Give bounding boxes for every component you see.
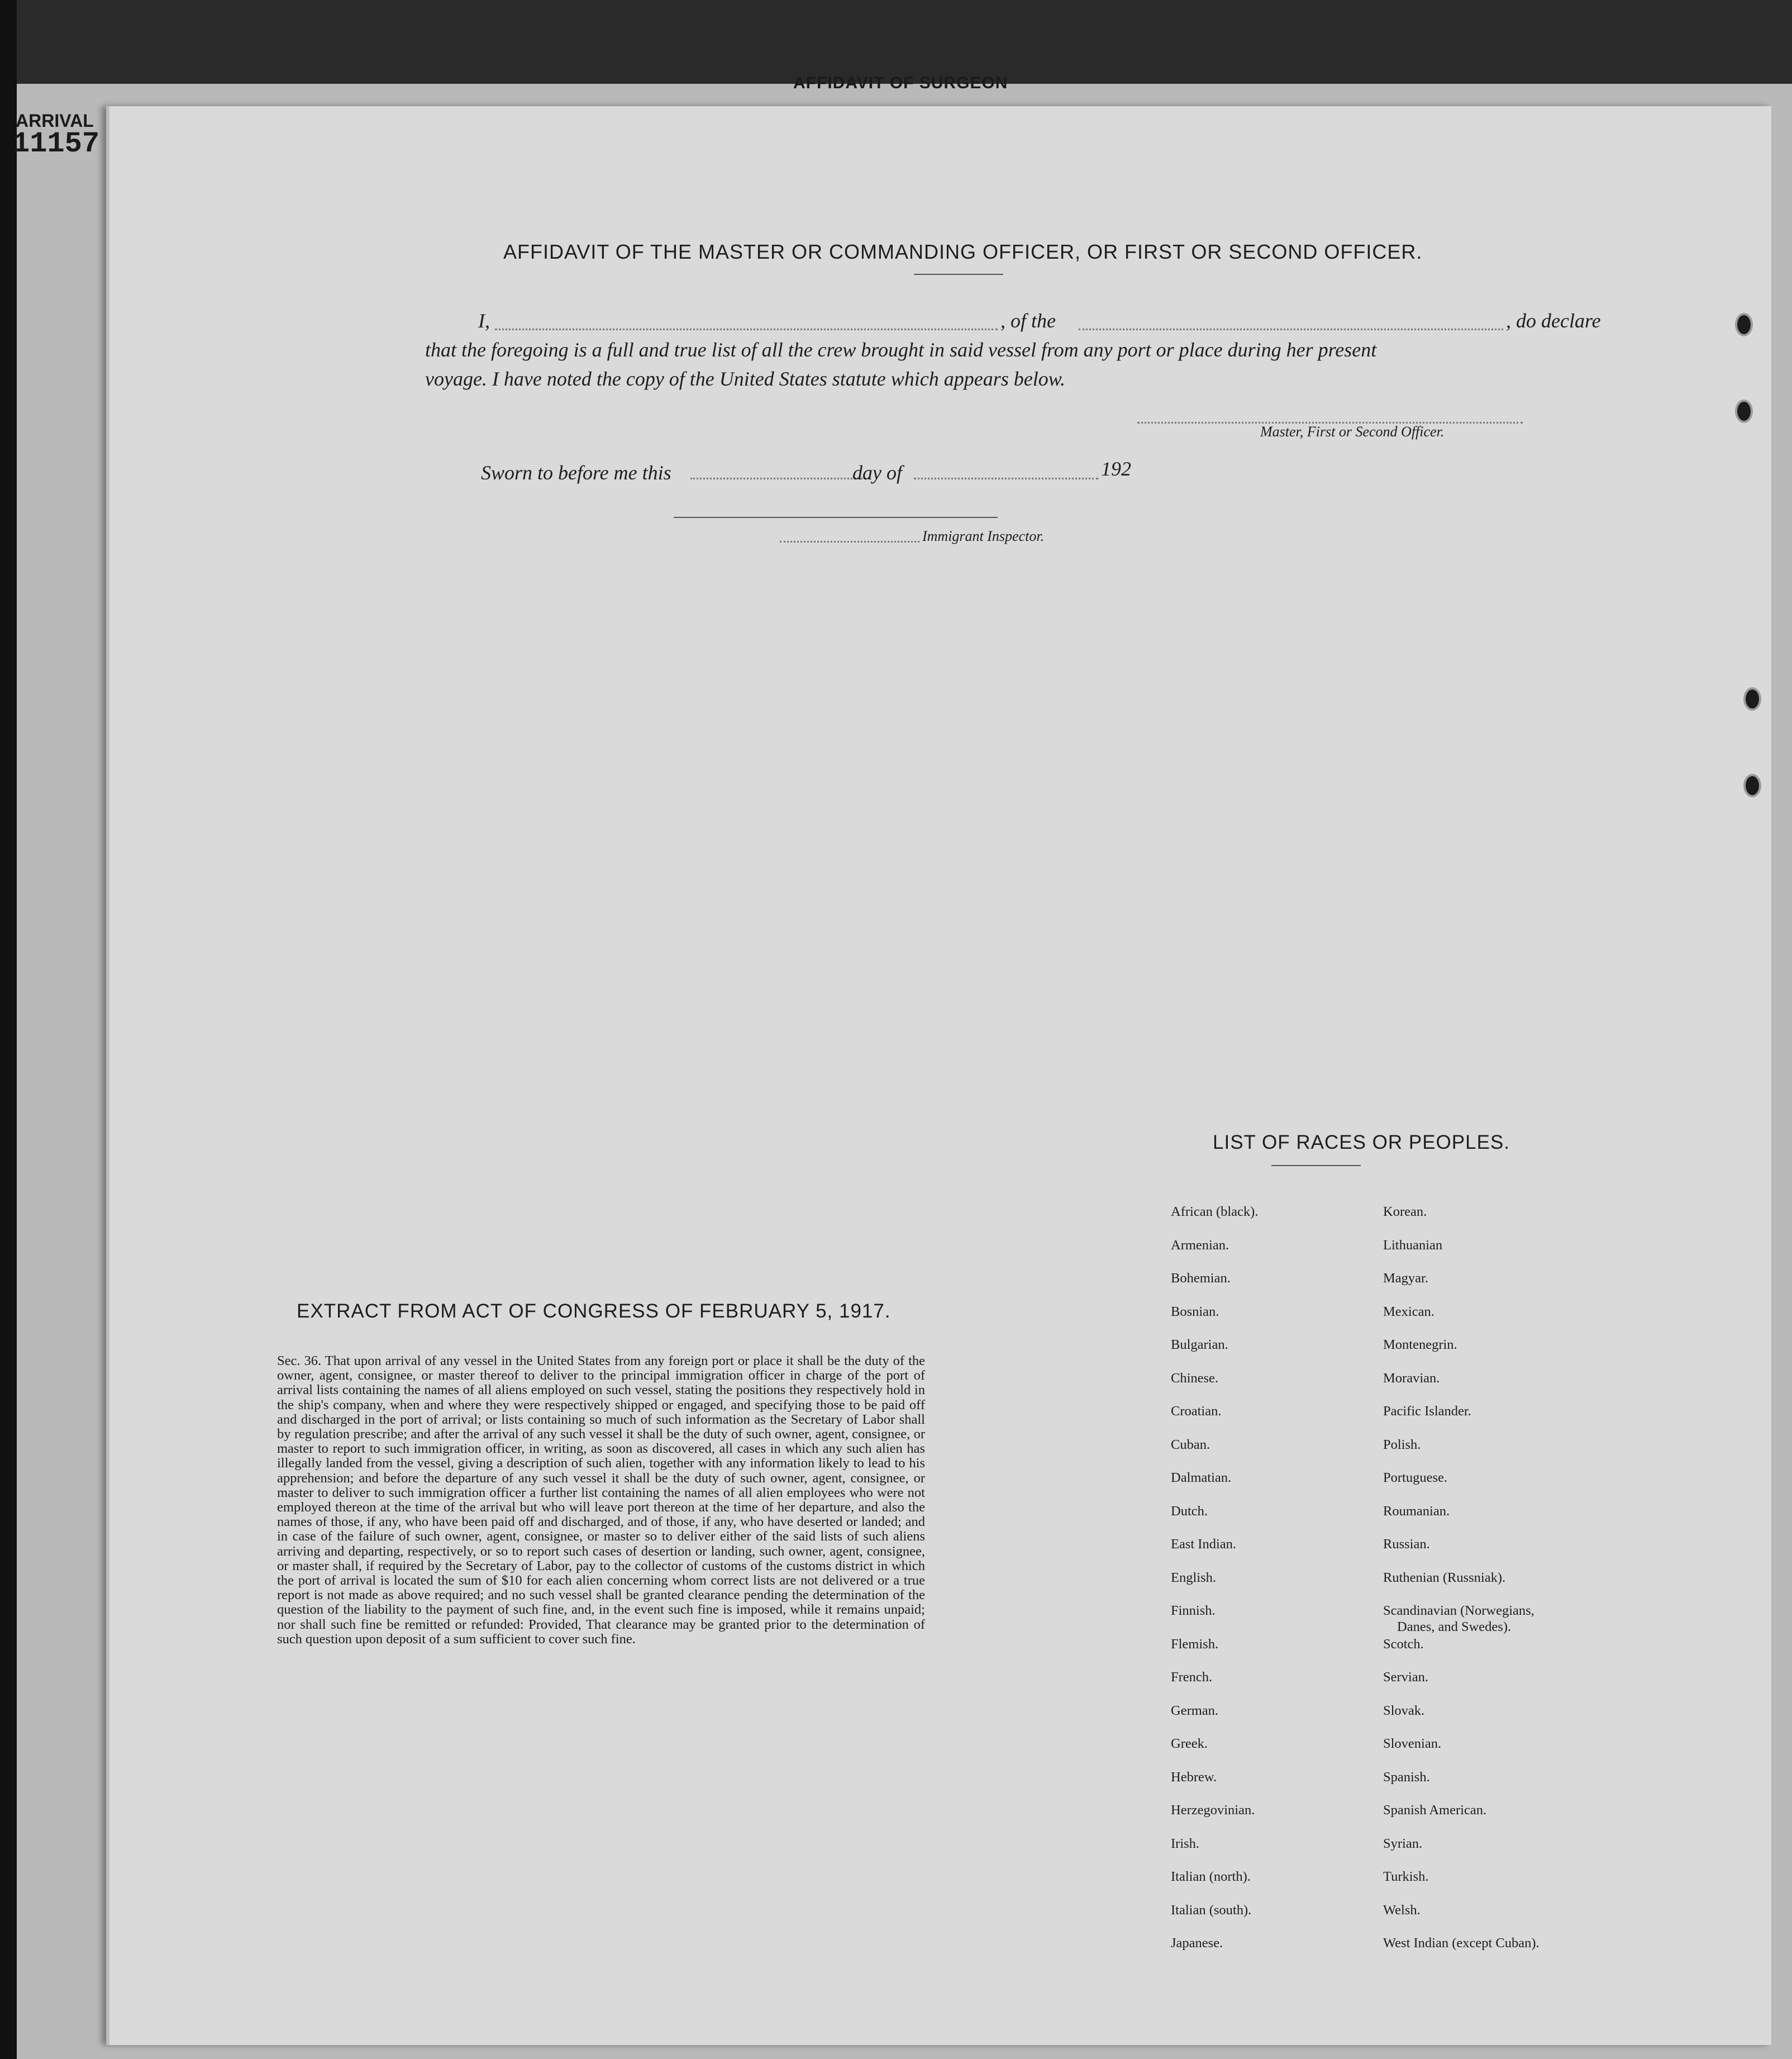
sworn-day-blank[interactable] <box>690 478 869 479</box>
race-item: Polish. <box>1383 1437 1421 1452</box>
top-header: AFFIDAVIT OF SURGEON <box>793 74 1008 92</box>
race-item: Croatian. <box>1171 1404 1222 1419</box>
sworn-month-blank[interactable] <box>914 478 1098 479</box>
race-item: Roumanian. <box>1383 1503 1450 1519</box>
race-item: Bulgarian. <box>1171 1337 1228 1352</box>
race-item: Finnish. <box>1171 1603 1216 1618</box>
race-item: Scotch. <box>1383 1636 1424 1652</box>
name-blank[interactable] <box>495 329 998 330</box>
race-item: Scandinavian (Norwegians, <box>1383 1603 1534 1618</box>
inspector-signature-line <box>674 517 998 518</box>
race-item: Slovak. <box>1383 1703 1425 1718</box>
race-item: Russian. <box>1383 1537 1430 1552</box>
race-item: Mexican. <box>1383 1304 1434 1319</box>
race-item: African (black). <box>1171 1204 1259 1219</box>
declaration-line-2: that the foregoing is a full and true list of all the crew brought in said vessel from any port or place during her present <box>425 339 1377 361</box>
arrival-number: 11157 <box>12 127 100 160</box>
race-item: Dutch. <box>1171 1503 1208 1519</box>
arrival-label: ARRIVAL <box>16 111 94 131</box>
title-underline <box>914 274 1003 275</box>
race-item: Spanish American. <box>1383 1803 1487 1818</box>
i-label: I, <box>478 310 490 332</box>
binding-edge <box>0 0 17 2059</box>
race-item: Bosnian. <box>1171 1304 1219 1319</box>
inspector-dots <box>780 541 919 543</box>
race-item: Herzegovinian. <box>1171 1803 1255 1818</box>
race-item: French. <box>1171 1670 1213 1685</box>
race-item: Turkish. <box>1383 1869 1429 1884</box>
punch-hole <box>1743 687 1761 711</box>
race-item: Hebrew. <box>1171 1769 1217 1785</box>
act-text: Sec. 36. That upon arrival of any vessel in the United States from any foreign port or place it shall be the duty of the owner, agent, consignee, or master thereof to deliver to the principal immigration officer in charge of the port of arrival lists containing the names of all aliens employed on such vessel, stating the positions they respectively hold in the ship's company, when and where they were respectively shipped or engaged, and specifying those to be paid off and discharged in the port of arrival; or lists containing so much of such information as the Secretary of Labor shall by regulation prescribe; and after the arrival of any such vessel it shall be the duty of such owner, agent, consignee, or master to report to such immigration officer, in writing, as soon as discovered, all cases in which any such alien has illegally landed from the vessel, giving a description of such alien, together with any information likely to lead to his apprehension; and before the departure of any such vessel it shall be the duty of such owner, agent, consignee, or master to deliver to such immigration officer a further list containing the names of all alien employees who were not employed thereon at the time of the arrival but who will leave port thereon at the time of her departure, and also the names of those, if any, who have been paid off and discharged, and of those, if any, who have deserted or landed; and in case of the failure of such owner, agent, consignee, or master so to deliver either of the said lists of such aliens arriving and departing, respectively, or so to report such cases of desertion or landing, such owner, agent, consignee, or master shall, if required by the Secretary of Labor, pay to the collector of customs of the customs district in which the port of arrival is located the sum of $10 for each alien concerning whom correct lists are not delivered or a true report is not made as above required; and no such vessel shall be granted clearance pending the determination of the question of the liability to the payment of such fine, and, in the event such fine is imposed, while it remains unpaid; nor shall such fine be remitted or refunded: Provided, That clearance may be granted prior to the determination of such question upon deposit of a sum sufficient to cover such fine. <box>277 1353 925 1647</box>
affidavit-title: AFFIDAVIT OF THE MASTER OR COMMANDING OFFICER, OR FIRST OR SECOND OFFICER. <box>503 240 1423 263</box>
inspector-label: Immigrant Inspector. <box>922 528 1045 544</box>
race-item: Armenian. <box>1171 1237 1229 1253</box>
race-item: Cuban. <box>1171 1437 1210 1452</box>
race-item: Italian (north). <box>1171 1869 1251 1884</box>
race-item: Pacific Islander. <box>1383 1404 1471 1419</box>
day-of-label: day of <box>852 462 902 484</box>
race-item: Servian. <box>1383 1670 1428 1685</box>
race-item: West Indian (except Cuban). <box>1383 1936 1540 1951</box>
document-page <box>106 106 1771 2045</box>
year-label: 192 <box>1101 458 1131 480</box>
race-item: Slovenian. <box>1383 1736 1442 1751</box>
of-the-label: , of the <box>1000 310 1056 332</box>
vessel-blank[interactable] <box>1079 329 1503 330</box>
race-item: English. <box>1171 1570 1216 1585</box>
do-declare-label: , do declare <box>1506 310 1601 332</box>
punch-hole <box>1735 400 1753 423</box>
race-item: Dalmatian. <box>1171 1470 1232 1485</box>
declaration-line-3: voyage. I have noted the copy of the United States statute which appears below. <box>425 368 1066 390</box>
race-item: German. <box>1171 1703 1219 1718</box>
race-item: Ruthenian (Russniak). <box>1383 1570 1506 1585</box>
race-item: Moravian. <box>1383 1370 1440 1386</box>
race-item: Lithuanian <box>1383 1237 1443 1253</box>
race-item: Greek. <box>1171 1736 1208 1751</box>
race-item: Irish. <box>1171 1835 1200 1851</box>
race-item: Japanese. <box>1171 1936 1223 1951</box>
race-item: Flemish. <box>1171 1636 1219 1652</box>
race-item: Magyar. <box>1383 1271 1428 1286</box>
races-title: LIST OF RACES OR PEOPLES. <box>1213 1131 1510 1153</box>
races-underline <box>1271 1165 1361 1166</box>
race-item: Montenegrin. <box>1383 1337 1457 1352</box>
master-signature-label: Master, First or Second Officer. <box>1260 424 1445 440</box>
race-item: East Indian. <box>1171 1537 1237 1552</box>
race-item: Chinese. <box>1171 1370 1219 1386</box>
race-item: Korean. <box>1383 1204 1427 1219</box>
race-item: Portuguese. <box>1383 1470 1447 1485</box>
act-title: EXTRACT FROM ACT OF CONGRESS OF FEBRUARY 5, 1917. <box>297 1300 891 1322</box>
race-item: Bohemian. <box>1171 1271 1231 1286</box>
sworn-label: Sworn to before me this <box>481 462 671 484</box>
race-right-continuation: Danes, and Swedes). <box>1397 1619 1512 1634</box>
race-item: Italian (south). <box>1171 1902 1252 1918</box>
punch-hole <box>1743 774 1761 797</box>
race-item: Welsh. <box>1383 1902 1421 1918</box>
race-item: Spanish. <box>1383 1769 1430 1785</box>
race-item: Syrian. <box>1383 1835 1423 1851</box>
punch-hole <box>1735 313 1753 336</box>
